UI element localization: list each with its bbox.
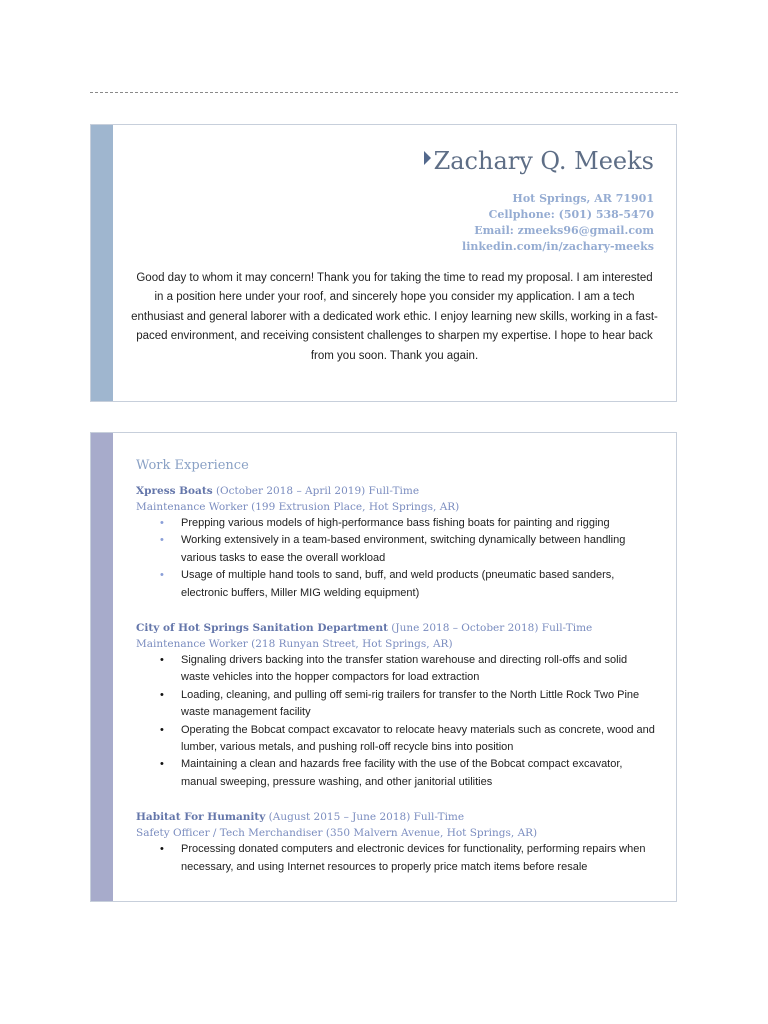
company-name: Xpress Boats [136, 485, 213, 497]
job-dates: (August 2015 – June 2018) Full-Time [265, 811, 465, 824]
list-item [136, 652, 658, 687]
work-experience-section [136, 457, 658, 890]
job-bullets [136, 652, 658, 791]
job-entry-xpress-boats [136, 483, 658, 602]
bullet-icon: • [160, 758, 164, 771]
bullet-text: Operating the Bobcat compact excavator to relocate heavy materials such as concrete, wood and lumber, various metals, and pushing roll-off recycle bins into position [181, 723, 655, 754]
job-role: Maintenance Worker (199 Extrusion Place, Hot Springs, AR) [136, 501, 460, 513]
bullet-icon: • [160, 654, 164, 667]
job-header [136, 620, 658, 636]
section-title: Work Experience [136, 458, 249, 473]
job-entry-sanitation [136, 620, 658, 791]
bullet-text: Signaling drivers backing into the transfer station warehouse and directing roll-offs and solid waste vehicles into the hopper compactors for load extraction [181, 654, 628, 684]
list-item [136, 756, 658, 791]
bullet-icon: • [160, 723, 164, 736]
contact-email: Email: zmeeks96@gmail.com [474, 224, 654, 237]
bullet-icon: • [160, 688, 164, 701]
triangle-bullet-icon [424, 151, 431, 165]
list-item [136, 532, 658, 567]
bullet-text: Working extensively in a team-based environment, switching dynamically between handling various tasks to ease the overall workload [181, 534, 626, 564]
work-accent-bar [91, 433, 113, 901]
contact-cellphone: Cellphone: (501) 538-5470 [488, 208, 654, 221]
intro-paragraph: Good day to whom it may concern! Thank you for taking the time to read my proposal. I am interested in a position here under your roof, and sincerely hope you consider my application. I am a tech enthusiast and general laborer with a dedicated work ethic. I enjoy learning new skills, working in a fast-paced environment, and receiving consistent challenges to sharpen my expertise. I hope to hear back from you soon. Thank you again. [131, 272, 658, 362]
bullet-text: Maintaining a clean and hazards free facility with the use of the Bobcat compact excavator, manual sweeping, pressure washing, and other janitorial utilities [181, 758, 623, 788]
work-experience-card [90, 432, 677, 902]
bullet-icon: • [160, 569, 164, 582]
list-item [136, 567, 658, 602]
bullet-text: Usage of multiple hand tools to sand, buff, and weld products (pneumatic based sanders, electronic buffers, Miller MIG welding equipment) [181, 569, 615, 599]
company-name: City of Hot Springs Sanitation Department [136, 622, 388, 635]
list-item [136, 841, 658, 876]
job-dates: (June 2018 – October 2018) Full-Time [387, 622, 593, 635]
list-item [136, 687, 658, 722]
applicant-name [424, 147, 654, 175]
job-entry-habitat [136, 809, 658, 876]
list-item [136, 515, 658, 532]
contact-location: Hot Springs, AR 71901 [512, 192, 654, 205]
job-role: Safety Officer / Tech Merchandiser (350 Malvern Avenue, Hot Springs, AR) [136, 827, 538, 840]
job-header [136, 483, 658, 499]
job-bullets [136, 515, 658, 602]
bullet-text: Prepping various models of high-performance bass fishing boats for painting and rigging [181, 517, 610, 529]
job-dates: (October 2018 – April 2019) Full-Time [212, 485, 420, 497]
contact-info [462, 191, 654, 255]
job-role: Maintenance Worker (218 Runyan Street, Hot Springs, AR) [136, 638, 453, 651]
job-bullets [136, 841, 658, 876]
contact-linkedin: linkedin.com/in/zachary-meeks [462, 240, 654, 253]
header-card [90, 124, 677, 402]
company-name: Habitat For Humanity [136, 811, 266, 824]
bullet-icon: • [160, 534, 164, 547]
bullet-text: Loading, cleaning, and pulling off semi-rig trailers for transfer to the North Little Rock Two Pine waste management facility [181, 688, 640, 719]
header-accent-bar [91, 125, 113, 401]
top-dashed-divider [90, 92, 678, 93]
applicant-name-text: Zachary Q. Meeks [433, 147, 654, 175]
bullet-text: Processing donated computers and electronic devices for functionality, performing repairs when necessary, and using Internet resources to properly price match items before resale [181, 843, 646, 873]
bullet-icon: • [160, 843, 164, 856]
list-item [136, 722, 658, 757]
bullet-icon: • [160, 517, 164, 529]
job-header [136, 809, 658, 825]
